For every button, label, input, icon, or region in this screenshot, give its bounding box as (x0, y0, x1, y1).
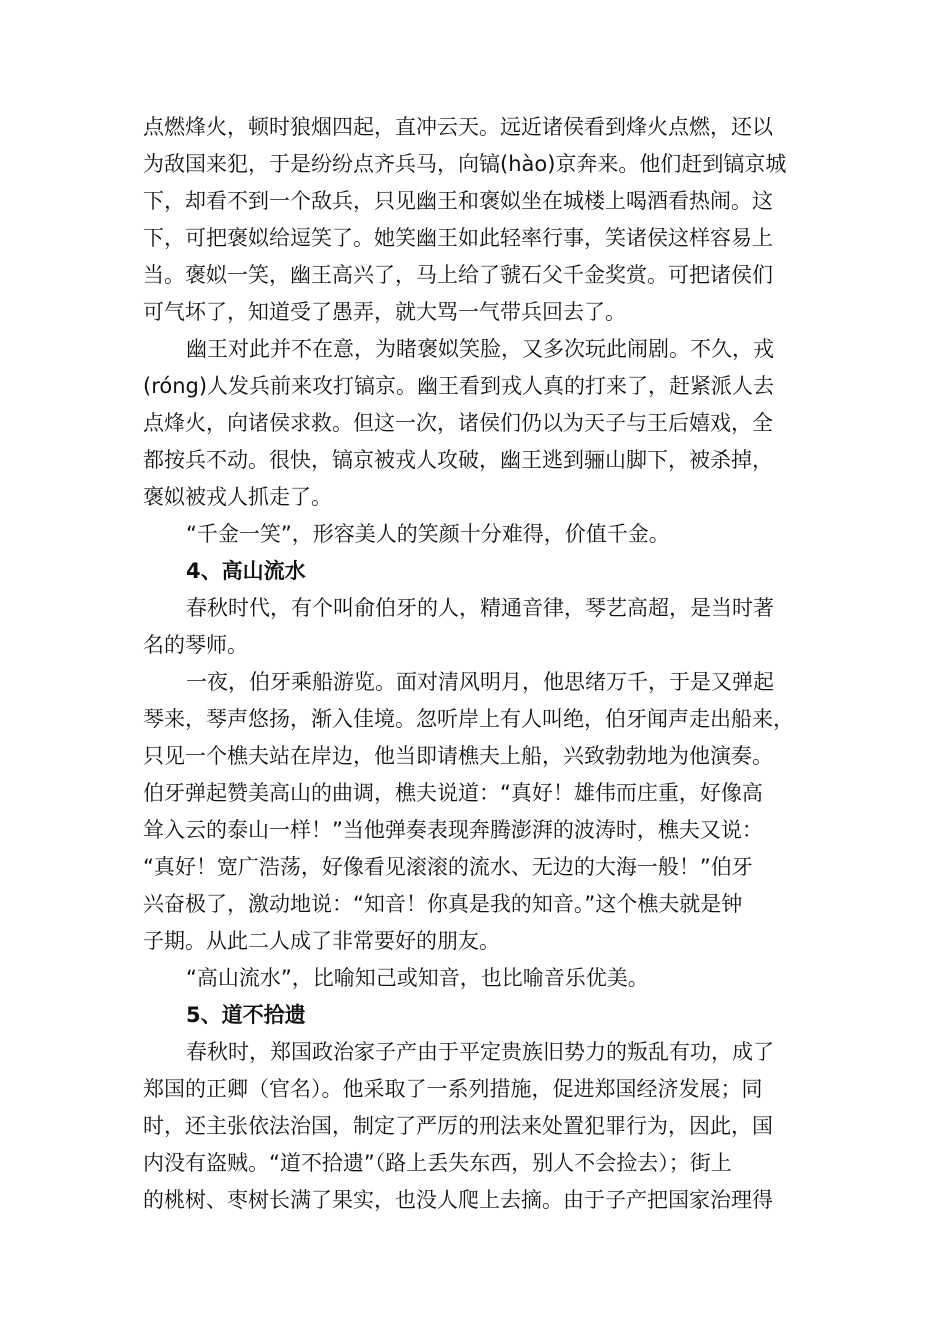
text-line: 可气坏了，知道受了愚弄，就大骂一气带兵回去了。 (143, 300, 626, 324)
text-line: 为敌国来犯，于是纷纷点齐兵马，向镐(hào)京奔来。他们赶到镐京城 (143, 152, 787, 176)
text-line: 一夜，伯牙乘船游览。面对清风明月，他思绪万千，于是又弹起 (186, 670, 774, 694)
text-line: 内没有盗贼。“道不拾遗”（路上丢失东西，别人不会捡去）；街上 (143, 1151, 732, 1175)
section-heading: 4、高山流水 (186, 559, 306, 583)
section-heading: 5、道不拾遗 (186, 1003, 306, 1027)
text-line: 春秋时，郑国政治家子产由于平定贵族旧势力的叛乱有功，成了 (186, 1040, 774, 1064)
text-line: 下，可把褒姒给逗笑了。她笑幽王如此轻率行事，笑诸侯这样容易上 (143, 226, 773, 250)
text-line: 春秋时代，有个叫俞伯牙的人，精通音律，琴艺高超，是当时著 (186, 596, 774, 620)
text-line: 名的琴师。 (143, 633, 248, 657)
text-line: 当。褒姒一笑，幽王高兴了，马上给了虢石父千金奖赏。可把诸侯们 (143, 263, 773, 287)
text-line: “真好！宽广浩荡，好像看见滚滚的流水、无边的大海一般！”伯牙 (143, 855, 753, 879)
text-line: “高山流水”，比喻知己或知音，也比喻音乐优美。 (186, 966, 649, 990)
text-line: 都按兵不动。很快，镐京被戎人攻破，幽王逃到骊山脚下，被杀掉， (143, 448, 773, 472)
text-line: 幽王对此并不在意，为睹褒姒笑脸，又多次玩此闹剧。不久，戎 (186, 337, 774, 361)
text-line: (róng)人发兵前来攻打镐京。幽王看到戎人真的打来了，赶紧派人去 (143, 374, 775, 398)
text-line: 郑国的正卿（官名）。他采取了一系列措施，促进郑国经济发展；同 (143, 1077, 763, 1101)
text-line: 子期。从此二人成了非常要好的朋友。 (143, 929, 500, 953)
text-line: 点烽火，向诸侯求救。但这一次，诸侯们仍以为天子与王后嬉戏，全 (143, 411, 773, 435)
text-line: 兴奋极了，激动地说：“知音！你真是我的知音。”这个樵夫就是钟 (143, 892, 743, 916)
text-line: 时，还主张依法治国，制定了严厉的刑法来处置犯罪行为，因此，国 (143, 1114, 773, 1138)
text-line: 只见一个樵夫站在岸边，他当即请樵夫上船，兴致勃勃地为他演奏。 (143, 744, 773, 768)
text-line: 褒姒被戎人抓走了。 (143, 485, 332, 509)
text-line: 琴来，琴声悠扬，渐入佳境。忽听岸上有人叫绝，伯牙闻声走出船来， (143, 707, 794, 731)
text-line: 的桃树、枣树长满了果实，也没人爬上去摘。由于子产把国家治理得 (143, 1188, 773, 1212)
text-line: 下，却看不到一个敌兵，只见幽王和褒姒坐在城楼上喝酒看热闹。这 (143, 189, 773, 213)
text-line: 耸入云的泰山一样！”当他弹奏表现奔腾澎湃的波涛时，樵夫又说： (143, 818, 763, 842)
text-line: 伯牙弹起赞美高山的曲调，樵夫说道：“真好！雄伟而庄重，好像高 (143, 781, 763, 805)
text-line: “千金一笑”，形容美人的笑颜十分难得，价值千金。 (186, 522, 670, 546)
text-line: 点燃烽火，顿时狼烟四起，直冲云天。远近诸侯看到烽火点燃，还以 (143, 115, 773, 139)
